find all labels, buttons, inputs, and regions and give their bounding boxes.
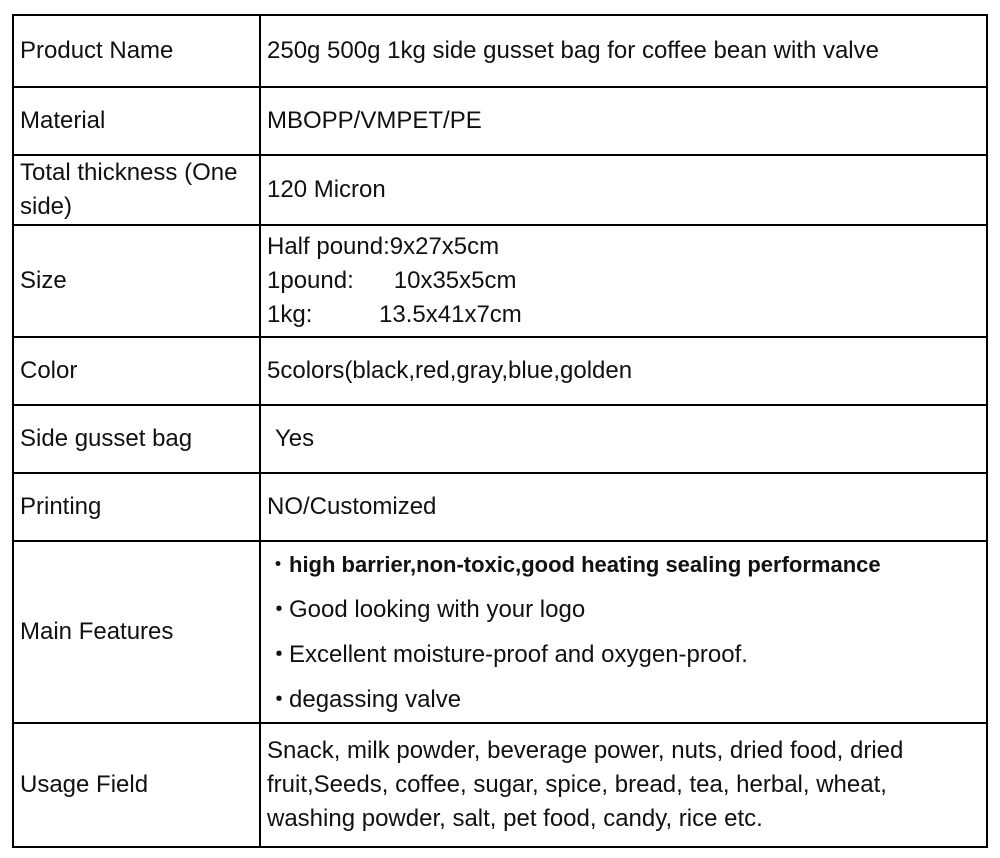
material-value: MBOPP/VMPET/PE (260, 87, 987, 155)
bullet-icon: ・ (267, 596, 291, 623)
printing-label: Printing (13, 473, 260, 541)
table-row-thickness (13, 155, 987, 225)
color-label: Color (13, 337, 260, 405)
side-gusset-label: Side gusset bag (13, 405, 260, 473)
list-item (267, 587, 980, 632)
table-row-product-name (13, 15, 987, 87)
size-label: Size (13, 225, 260, 337)
feature-text: Excellent moisture-proof and oxygen-proof. (289, 641, 748, 668)
feature-text: high barrier,non-toxic,good heating sealing performance (289, 552, 881, 577)
list-item (267, 632, 980, 677)
list-item (267, 542, 980, 587)
material-label: Material (13, 87, 260, 155)
table-row-size (13, 225, 987, 337)
table-row-usage (13, 723, 987, 847)
features-value (260, 541, 987, 723)
size-one-pound: 1pound: 10x35x5cm (267, 267, 517, 294)
color-value: 5colors(black,red,gray,blue,golden (260, 337, 987, 405)
table-row-material (13, 87, 987, 155)
product-name-label: Product Name (13, 15, 260, 87)
features-label: Main Features (13, 541, 260, 723)
feature-text: Good looking with your logo (289, 596, 586, 623)
bullet-icon: ・ (267, 641, 291, 668)
printing-value: NO/Customized (260, 473, 987, 541)
feature-text: degassing valve (289, 686, 462, 713)
table-row-printing (13, 473, 987, 541)
size-value (260, 225, 987, 337)
bullet-icon: ・ (267, 686, 291, 713)
list-item (267, 677, 980, 722)
size-one-kg: 1kg: 13.5x41x7cm (267, 301, 522, 328)
features-list (267, 542, 980, 722)
side-gusset-value: Yes (260, 405, 987, 473)
thickness-value: 120 Micron (260, 155, 987, 225)
table-row-side-gusset (13, 405, 987, 473)
product-spec-table (12, 14, 988, 848)
table-row-color (13, 337, 987, 405)
table-row-features (13, 541, 987, 723)
size-half-pound: Half pound:9x27x5cm (267, 233, 500, 260)
product-name-value: 250g 500g 1kg side gusset bag for coffee bean with valve (260, 15, 987, 87)
usage-label: Usage Field (13, 723, 260, 847)
thickness-label: Total thickness (One side) (13, 155, 260, 225)
usage-value: Snack, milk powder, beverage power, nuts, dried food, dried fruit,Seeds, coffee, sugar, spice, bread, tea, herbal, wheat, washing powder, salt, pet food, candy, rice etc. (260, 723, 987, 847)
bullet-icon: ・ (267, 552, 290, 577)
